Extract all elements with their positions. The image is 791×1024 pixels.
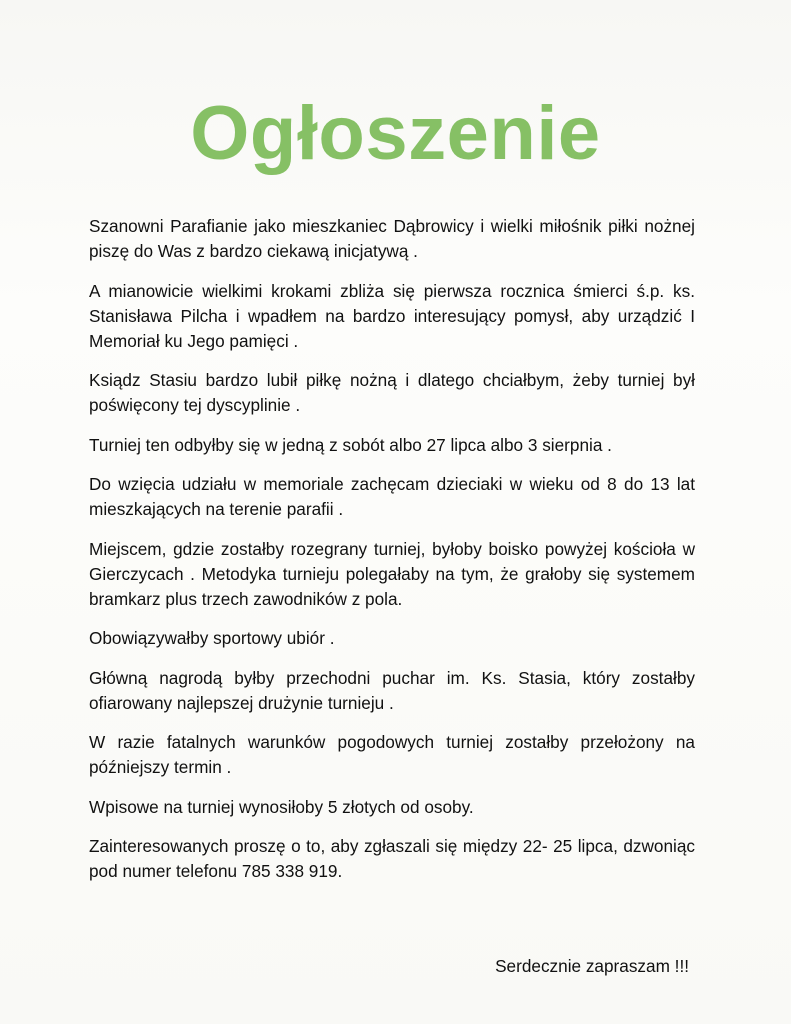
paragraph-date: Turniej ten odbyłby się w jedną z sobót albo 27 lipca albo 3 sierpnia . (89, 434, 612, 455)
paragraph-prize: Główną nagrodą byłby przechodni puchar im. Ks. Stasia, który zostałby ofiarowany najlepszej drużynie turnieju . (89, 667, 695, 713)
document-body (89, 214, 695, 899)
paragraph-fee: Wpisowe na turniej wynosiłoby 5 złotych od osoby. (89, 796, 474, 817)
paragraph-anniversary: A mianowicie wielkimi krokami zbliża się pierwsza rocznica śmierci ś.p. ks. Stanisława Pilcha i wpadłem na bardzo interesujący pomysł, aby urządzić I Memoriał ku Jego pamięci . (89, 280, 695, 351)
paragraph-football: Ksiądz Stasiu bardzo lubił piłkę nożną i dlatego chciałbym, żeby turniej był poświęcony tej dyscyplinie . (89, 370, 695, 415)
document-title: Ogłoszenie (190, 91, 601, 176)
paragraph-weather: W razie fatalnych warunków pogodowych turniej zostałby przełożony na późniejszy termin . (89, 732, 695, 777)
paragraph-attire: Obowiązywałby sportowy ubiór . (89, 628, 335, 648)
paragraph-greeting: Szanowni Parafianie jako mieszkaniec Dąbrowicy i wielki miłośnik piłki nożnej piszę do Was z bardzo ciekawą inicjatywą . (89, 216, 695, 261)
paragraph-location: Miejscem, gdzie zostałby rozegrany turniej, byłoby boisko powyżej kościoła w Gierczycach . Metodyka turnieju polegałaby na tym, że grałoby się systemem bramkarz plus trzech zawodników z pola. (89, 538, 695, 609)
paragraph-contact: Zainteresowanych proszę o to, aby zgłaszali się między 22- 25 lipca, dzwoniąc pod numer telefonu 785 338 919. (89, 836, 695, 881)
signoff: Serdecznie zapraszam !!! (495, 956, 689, 976)
paragraph-participants: Do wzięcia udziału w memoriale zachęcam dzieciaki w wieku od 8 do 13 lat mieszkających na terenie parafii . (89, 474, 695, 519)
